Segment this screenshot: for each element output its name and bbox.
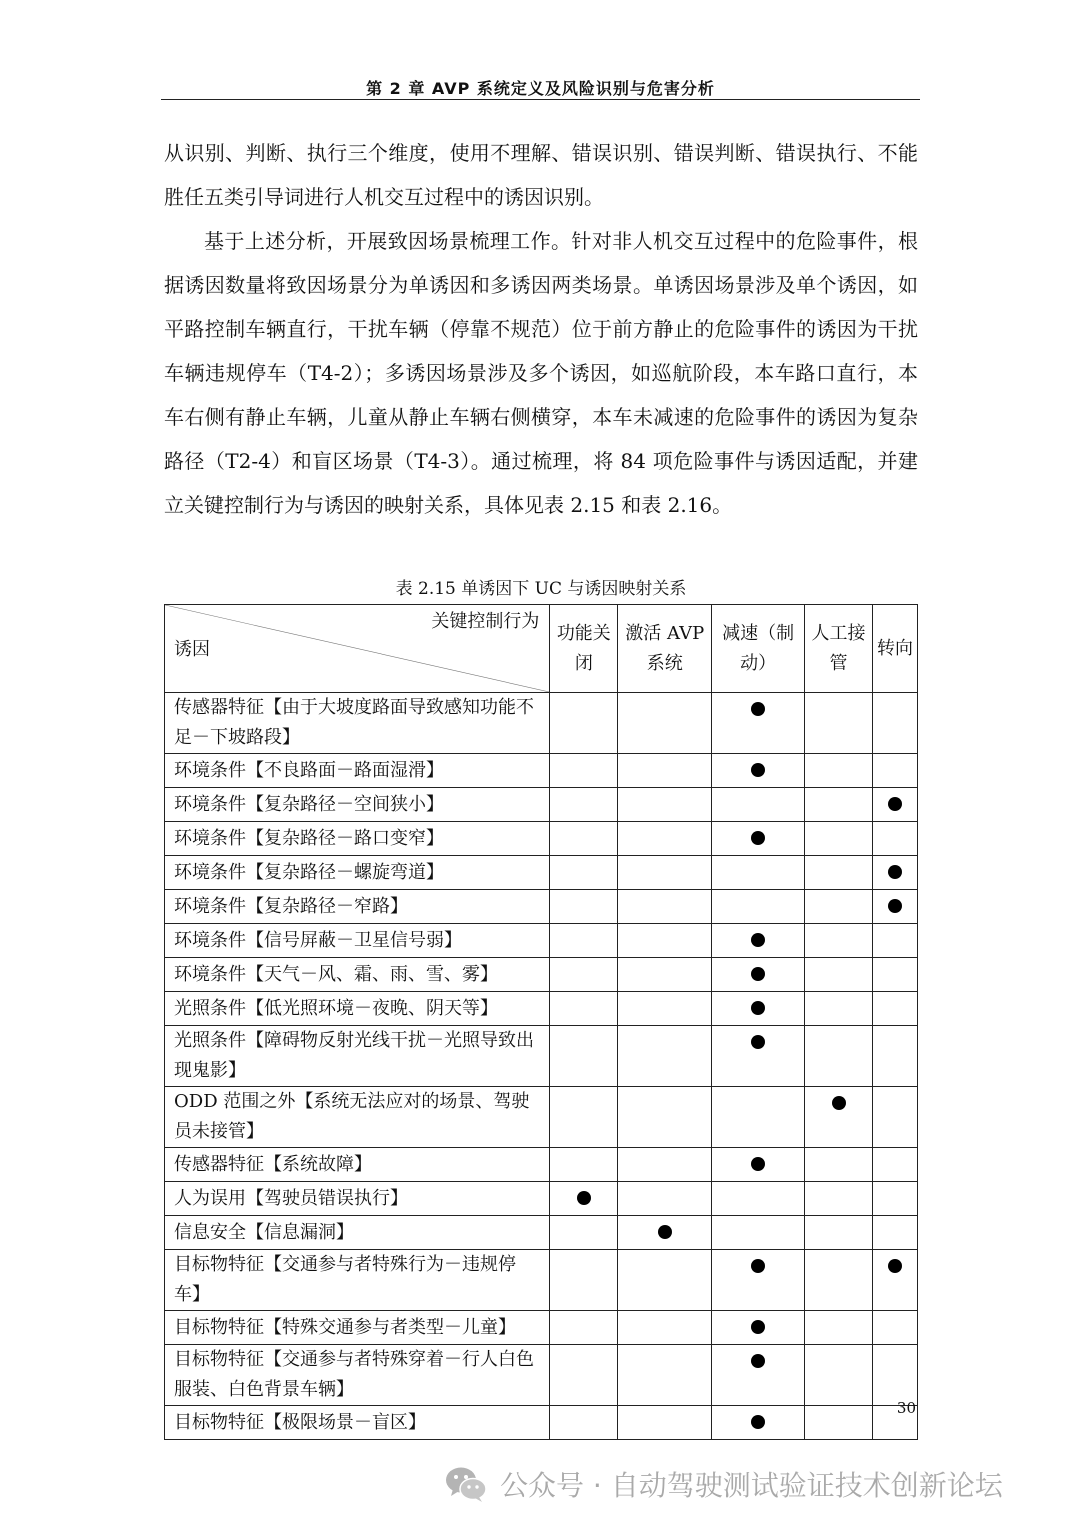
mark-cell bbox=[805, 1026, 873, 1087]
table-row bbox=[165, 1406, 918, 1440]
table-row bbox=[165, 754, 918, 788]
mark-cell bbox=[712, 1087, 805, 1148]
mark-cell bbox=[805, 1148, 873, 1182]
mark-cell bbox=[618, 1148, 712, 1182]
uc-cause-mapping-table bbox=[164, 604, 918, 1440]
mark-cell bbox=[712, 958, 805, 992]
mark-cell bbox=[618, 788, 712, 822]
mark-cell bbox=[618, 1087, 712, 1148]
mark-cell bbox=[712, 1406, 805, 1440]
mark-cell bbox=[712, 693, 805, 754]
mark-cell bbox=[712, 1311, 805, 1345]
mark-cell bbox=[712, 1345, 805, 1406]
mark-cell bbox=[872, 1216, 917, 1250]
mark-dot bbox=[751, 831, 765, 845]
mark-cell bbox=[805, 1345, 873, 1406]
mark-cell bbox=[872, 1148, 917, 1182]
mark-cell bbox=[805, 693, 873, 754]
table-row bbox=[165, 1250, 918, 1311]
mark-cell bbox=[618, 1345, 712, 1406]
mark-dot bbox=[888, 1259, 902, 1273]
column-header: 转向 bbox=[872, 605, 917, 693]
cause-cell: 环境条件【复杂路径－螺旋弯道】 bbox=[165, 856, 550, 890]
table-caption: 表 2.15 单诱因下 UC 与诱因映射关系 bbox=[395, 579, 687, 599]
mark-cell bbox=[550, 1345, 618, 1406]
cause-cell: 环境条件【复杂路径－空间狭小】 bbox=[165, 788, 550, 822]
mark-cell bbox=[805, 856, 873, 890]
cause-cell: 环境条件【信号屏蔽－卫星信号弱】 bbox=[165, 924, 550, 958]
mark-cell bbox=[805, 924, 873, 958]
paragraph-1: 从识别、判断、执行三个维度，使用不理解、错误识别、错误判断、错误执行、不能胜任五类引导词进行人机交互过程中的诱因识别。 bbox=[164, 141, 918, 209]
cause-cell: 人为误用【驾驶员错误执行】 bbox=[165, 1182, 550, 1216]
mark-dot bbox=[832, 1096, 846, 1110]
column-header: 功能关闭 bbox=[550, 605, 618, 693]
mark-cell bbox=[805, 958, 873, 992]
mark-cell bbox=[872, 1311, 917, 1345]
mark-cell bbox=[872, 754, 917, 788]
cause-cell: 目标物特征【交通参与者特殊穿着－行人白色服装、白色背景车辆】 bbox=[165, 1345, 550, 1406]
paragraph-2: 基于上述分析，开展致因场景梳理工作。针对非人机交互过程中的危险事件，根据诱因数量将致因场景分为单诱因和多诱因两类场景。单诱因场景涉及单个诱因，如平路控制车辆直行，干扰车辆（停靠不规范）位于前方静止的危险事件的诱因为干扰车辆违规停车（T4-2）；多诱因场景涉及多个诱因，如巡航阶段，本车路口直行，本车右侧有静止车辆，儿童从静止车辆右侧横穿，本车未减速的危险事件的诱因为复杂路径（T2-4）和盲区场景（T4-3）。通过梳理，将 84 项危险事件与诱因适配，并建立关键控制行为与诱因的映射关系，具体见表 2.15 和表 2.16。 bbox=[164, 229, 918, 517]
mark-cell bbox=[618, 754, 712, 788]
mark-cell bbox=[872, 992, 917, 1026]
running-header: 第 2 章 AVP 系统定义及风险识别与危害分析 bbox=[366, 79, 715, 98]
cause-cell: 目标物特征【特殊交通参与者类型－儿童】 bbox=[165, 1311, 550, 1345]
mark-cell bbox=[805, 1406, 873, 1440]
mark-cell bbox=[712, 924, 805, 958]
cause-cell: 光照条件【障碍物反射光线干扰－光照导致出现鬼影】 bbox=[165, 1026, 550, 1087]
cause-cell: 信息安全【信息漏洞】 bbox=[165, 1216, 550, 1250]
mark-dot bbox=[751, 967, 765, 981]
header-rule bbox=[161, 99, 920, 100]
cause-cell: ODD 范围之外【系统无法应对的场景、驾驶员未接管】 bbox=[165, 1087, 550, 1148]
table-row bbox=[165, 992, 918, 1026]
mark-cell bbox=[805, 890, 873, 924]
mark-cell bbox=[550, 1216, 618, 1250]
mark-cell bbox=[872, 890, 917, 924]
mark-cell bbox=[872, 1087, 917, 1148]
mark-cell bbox=[618, 992, 712, 1026]
mark-cell bbox=[618, 924, 712, 958]
mark-cell bbox=[712, 1148, 805, 1182]
mark-dot bbox=[751, 763, 765, 777]
cause-cell: 传感器特征【由于大坡度路面导致感知功能不足－下坡路段】 bbox=[165, 693, 550, 754]
mark-cell bbox=[618, 693, 712, 754]
mark-dot bbox=[658, 1225, 672, 1239]
mark-cell bbox=[805, 788, 873, 822]
mark-cell bbox=[712, 822, 805, 856]
mark-cell bbox=[805, 1087, 873, 1148]
mark-cell bbox=[550, 924, 618, 958]
mark-dot bbox=[751, 1320, 765, 1334]
header-corner-cell bbox=[165, 605, 550, 693]
mark-dot bbox=[888, 797, 902, 811]
cause-cell: 光照条件【低光照环境－夜晚、阴天等】 bbox=[165, 992, 550, 1026]
mark-dot bbox=[751, 1035, 765, 1049]
column-header: 减速（制动） bbox=[712, 605, 805, 693]
mark-cell bbox=[805, 754, 873, 788]
mark-cell bbox=[872, 1182, 917, 1216]
mark-cell bbox=[712, 856, 805, 890]
mark-dot bbox=[577, 1191, 591, 1205]
column-header: 激活 AVP 系统 bbox=[618, 605, 712, 693]
wechat-icon bbox=[444, 1464, 488, 1504]
mark-cell bbox=[550, 1406, 618, 1440]
mark-dot bbox=[751, 1259, 765, 1273]
page-number: 30 bbox=[896, 1399, 916, 1417]
mark-cell bbox=[805, 1216, 873, 1250]
mark-cell bbox=[712, 1250, 805, 1311]
mark-cell bbox=[712, 1182, 805, 1216]
table-row bbox=[165, 890, 918, 924]
mark-cell bbox=[805, 1311, 873, 1345]
mark-cell bbox=[872, 856, 917, 890]
mark-cell bbox=[550, 1148, 618, 1182]
table-row bbox=[165, 924, 918, 958]
cause-cell: 环境条件【天气－风、霜、雨、雪、雾】 bbox=[165, 958, 550, 992]
mark-dot bbox=[751, 1354, 765, 1368]
table-row bbox=[165, 788, 918, 822]
mark-cell bbox=[712, 1216, 805, 1250]
table-row bbox=[165, 1182, 918, 1216]
table-row bbox=[165, 1311, 918, 1345]
mark-cell bbox=[618, 1311, 712, 1345]
mark-cell bbox=[550, 693, 618, 754]
table-row bbox=[165, 822, 918, 856]
mark-cell bbox=[872, 1026, 917, 1087]
mark-dot bbox=[751, 1001, 765, 1015]
mark-cell bbox=[550, 856, 618, 890]
watermark bbox=[444, 1462, 1003, 1506]
mark-dot bbox=[751, 1157, 765, 1171]
mark-cell bbox=[618, 1406, 712, 1440]
cause-cell: 目标物特征【极限场景－盲区】 bbox=[165, 1406, 550, 1440]
mark-cell bbox=[550, 1087, 618, 1148]
mark-cell bbox=[872, 1250, 917, 1311]
table-row bbox=[165, 693, 918, 754]
mark-cell bbox=[550, 788, 618, 822]
mark-dot bbox=[751, 1415, 765, 1429]
mark-cell bbox=[618, 1182, 712, 1216]
mark-cell bbox=[618, 1250, 712, 1311]
mark-cell bbox=[712, 788, 805, 822]
mark-dot bbox=[888, 865, 902, 879]
mark-dot bbox=[888, 899, 902, 913]
corner-label-cause: 诱因 bbox=[174, 639, 210, 660]
mark-cell bbox=[618, 1026, 712, 1087]
mark-cell bbox=[712, 754, 805, 788]
mark-cell bbox=[805, 822, 873, 856]
mark-cell bbox=[550, 822, 618, 856]
cause-cell: 环境条件【不良路面－路面湿滑】 bbox=[165, 754, 550, 788]
mark-cell bbox=[550, 992, 618, 1026]
cause-cell: 传感器特征【系统故障】 bbox=[165, 1148, 550, 1182]
corner-label-control-action: 关键控制行为 bbox=[431, 611, 540, 632]
table-row bbox=[165, 958, 918, 992]
mark-cell bbox=[712, 1026, 805, 1087]
mark-cell bbox=[550, 754, 618, 788]
mark-cell bbox=[550, 890, 618, 924]
mark-cell bbox=[872, 1345, 917, 1406]
mark-cell bbox=[550, 1182, 618, 1216]
mark-cell bbox=[618, 1216, 712, 1250]
mark-cell bbox=[872, 822, 917, 856]
mark-cell bbox=[618, 856, 712, 890]
mark-cell bbox=[550, 1311, 618, 1345]
cause-cell: 目标物特征【交通参与者特殊行为－违规停车】 bbox=[165, 1250, 550, 1311]
mark-cell bbox=[805, 1182, 873, 1216]
mark-dot bbox=[751, 933, 765, 947]
mark-cell bbox=[618, 958, 712, 992]
mark-cell bbox=[550, 1026, 618, 1087]
table-row bbox=[165, 1216, 918, 1250]
mark-cell bbox=[712, 992, 805, 1026]
mark-cell bbox=[805, 1250, 873, 1311]
table-header-row bbox=[165, 605, 918, 693]
watermark-text: 公众号 · 自动驾驶测试验证技术创新论坛 bbox=[500, 1469, 1003, 1502]
table-row bbox=[165, 1087, 918, 1148]
mark-cell bbox=[872, 693, 917, 754]
mark-cell bbox=[872, 788, 917, 822]
mark-cell bbox=[550, 958, 618, 992]
mark-cell bbox=[872, 958, 917, 992]
cause-cell: 环境条件【复杂路径－路口变窄】 bbox=[165, 822, 550, 856]
mark-cell bbox=[872, 924, 917, 958]
table-row bbox=[165, 1345, 918, 1406]
mark-cell bbox=[618, 822, 712, 856]
cause-cell: 环境条件【复杂路径－窄路】 bbox=[165, 890, 550, 924]
table-row bbox=[165, 1026, 918, 1087]
table-row bbox=[165, 856, 918, 890]
mark-cell bbox=[550, 1250, 618, 1311]
mark-cell bbox=[618, 890, 712, 924]
table-row bbox=[165, 1148, 918, 1182]
column-header: 人工接管 bbox=[805, 605, 873, 693]
mark-cell bbox=[805, 992, 873, 1026]
mark-dot bbox=[751, 702, 765, 716]
mark-cell bbox=[712, 890, 805, 924]
